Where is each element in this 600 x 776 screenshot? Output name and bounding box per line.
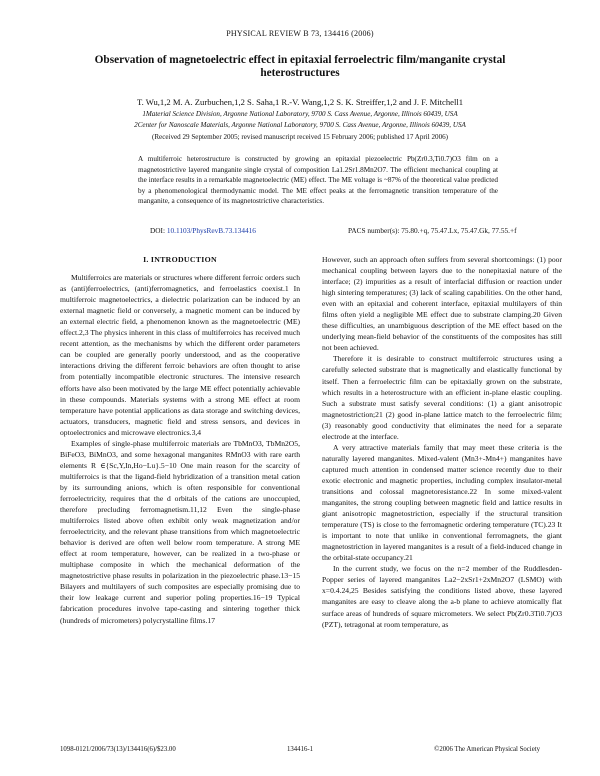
left-column <box>60 254 300 626</box>
footer-page-number: 134416-1 <box>286 746 314 753</box>
paragraph: Therefore it is desirable to construct multiferroic structures using a carefully selected substrate that is magnetically and elastically functional by itself. Then a ferroelectric film can be epitaxially grown on the substrate, which results in a heterostructure with an efficient in-plane elastic coupling. Such a substrate must satisfy several conditions: (1) a giant anisotropic magnetostriction;21 (2) good in-plane lattice match to the ferroelectric film; (3) reasonably good conductivity that eliminates the need for a separate electrode at the interface. <box>322 354 562 441</box>
paragraph: A very attractive materials family that may meet these criteria is the naturally layered manganites. Mixed-valent (Mn3+-Mn4+) manganites have captured much attention in condensed matter science recently due to their exotic electronic and magnetic properties, including complex insulator-metal transitions and colossal magnetoresistance.22 In some mixed-valent manganites, the strong coupling between magnetic field and lattice results in giant anisotropic magnetostriction, especially if the structural transition temperature (TS) is close to the ferromagnetic ordering temperature (TC).23 It is important to note that unlike in conventional ferromagnets, the giant magnetostriction in layered manganites is a result of a field-induced change in the orbital-state occupancy.21 <box>322 442 562 563</box>
right-column <box>322 254 562 630</box>
paragraph: In the current study, we focus on the n=2 member of the Ruddlesden-Popper series of layered manganites La2−2xSr1+2xMn2O7 (LSMO) with x=0.4.24,25 Besides satisfying the conditions listed above, these layered manganites are easy to cleave along the a-b plane to achieve atomically flat surface areas of hundreds of square micrometers. We select Pb(Zr0.3Ti0.7)O3 (PZT), tetragonal at room temperature, as <box>322 564 562 629</box>
doi-pacs-line <box>150 226 517 235</box>
received-dates: (Received 29 September 2005; revised manuscript received 15 February 2006; published 17 April 2006) <box>151 133 449 141</box>
doi-label: DOI: <box>150 226 165 235</box>
paper-title: Observation of magnetoelectric effect in epitaxial ferroelectric film/manganite crystal heterostructures <box>94 54 506 79</box>
author-list: T. Wu,1,2 M. A. Zurbuchen,1,2 S. Saha,1 R.-V. Wang,1,2 S. K. Streiffer,1,2 and J. F. Mitchell1 <box>136 97 464 107</box>
paragraph: Examples of single-phase multiferroic materials are TbMnO3, TbMn2O5, BiFeO3, BiMnO3, and some hexagonal manganites RMnO3 with rare earth elements R ∈{Sc,Y,In,Ho−Lu}.5−10 One main reason for the scarcity of multiferroics is that the ligand-field hybridization of a transition metal cation by its surrounding anions, which is often responsible for conventional ferroelectricity, requires that the d orbitals of the cations are unoccupied, therefore precluding ferromagnetism.11,12 Even the single-phase multiferroics listed above often exhibit only weak magnetization and/or ferroelectricity, and the relevant phase transitions from which magnetoelectric behavior is derived are often well below room temperature. A strong ME effect at room temperature, however, can be realized in a two-phase or multiphase composite in which the mechanical deformation of the magnetostrictive phase results in polarization in the piezoelectric phase.13−15 Bilayers and multilayers of such composites are especially promising due to their low leakage current and superior poling properties.16−19 Typical fabrication procedures involve tape-casting and sintering together thick (hundreds of micrometers) polycrystalline films.17 <box>60 438 300 625</box>
doi-link[interactable]: 10.1103/PhysRevB.73.134416 <box>166 226 256 235</box>
section-heading: I. INTRODUCTION <box>143 255 217 264</box>
footer-issn: 1098-0121/2006/73(13)/134416(6)/$23.00 <box>60 746 176 753</box>
paragraph: However, such an approach often suffers from several shortcomings: (1) poor mechanical coupling between layers due to the nonepitaxial nature of the interface; (2) impurities as a result of interfacial diffusion or reaction under high sintering temperatures; (3) lack of scaling capabilities. On the other hand, even with an epitaxial and coherent interface, epitaxial multilayers of thin films often yield a negligible ME effect due to substrate clamping.20 Given these difficulties, an unambiguous description of the ME effect based on the underlying mean-field behavior of the constituents of the composites has still not been achieved. <box>322 255 562 353</box>
paragraph: Multiferroics are materials or structures where different ferroic orders such as (anti)ferroelectrics, (anti)ferromagnetics, and ferroelastics coexist.1 In multiferroic magnetoelectrics, a dielectric polarization can be induced by an external magnetic field or conversely, a magnetic moment can be induced by an external electric field, a phenomenon known as the magnetoelectric (ME) effect.2,3 The physics inherent in this class of multiferroics has received much recent attention, as the mechanisms by which the different order parameters can be coupled are generally poorly understood, and as the cooperative interactions driving the different ferroic behaviors are often thought to arise from potentially incompatible electronic structures. The intensive research efforts have also been motivated by the large ME effect potentially achievable in these compounds. Materials systems with a strong ME effect at room temperature have potential applications as data storage and switching devices, actuators, transducers, magnetic field and stress sensors, and devices in optoelectronics and microwave electronics.3,4 <box>60 273 300 437</box>
abstract: A multiferroic heterostructure is constructed by growing an epitaxial piezoelectric Pb(Zr0.3,Ti0.7)O3 film on a magnetostrictive layered manganite single crystal of composition La1.2Sr1.8Mn2O7. The efficient mechanical coupling at the interface results in a remarkable magnetoelectric (ME) effect. The ME voltage is ~87% of the theoretical value predicted by a phenomenological thermodynamic model. The ME effect peaks at the ferromagnetic transition temperature of the manganite, a consequence of its magnetostrictive characteristics. <box>138 155 498 206</box>
footer-copyright: ©2006 The American Physical Society <box>434 746 540 753</box>
pacs-numbers: PACS number(s): 75.80.+q, 75.47.Lx, 75.47.Gk, 77.55.+f <box>348 226 517 235</box>
affiliation-1: 1Material Science Division, Argonne National Laboratory, 9700 S. Cass Avenue, Argonne, Illinois 60439, USA <box>142 110 458 118</box>
running-head: PHYSICAL REVIEW B 73, 134416 (2006) <box>226 29 374 38</box>
affiliation-2: 2Center for Nanoscale Materials, Argonne National Laboratory, 9700 S. Cass Avenue, Argonne, Illinois 60439, USA <box>134 121 466 129</box>
